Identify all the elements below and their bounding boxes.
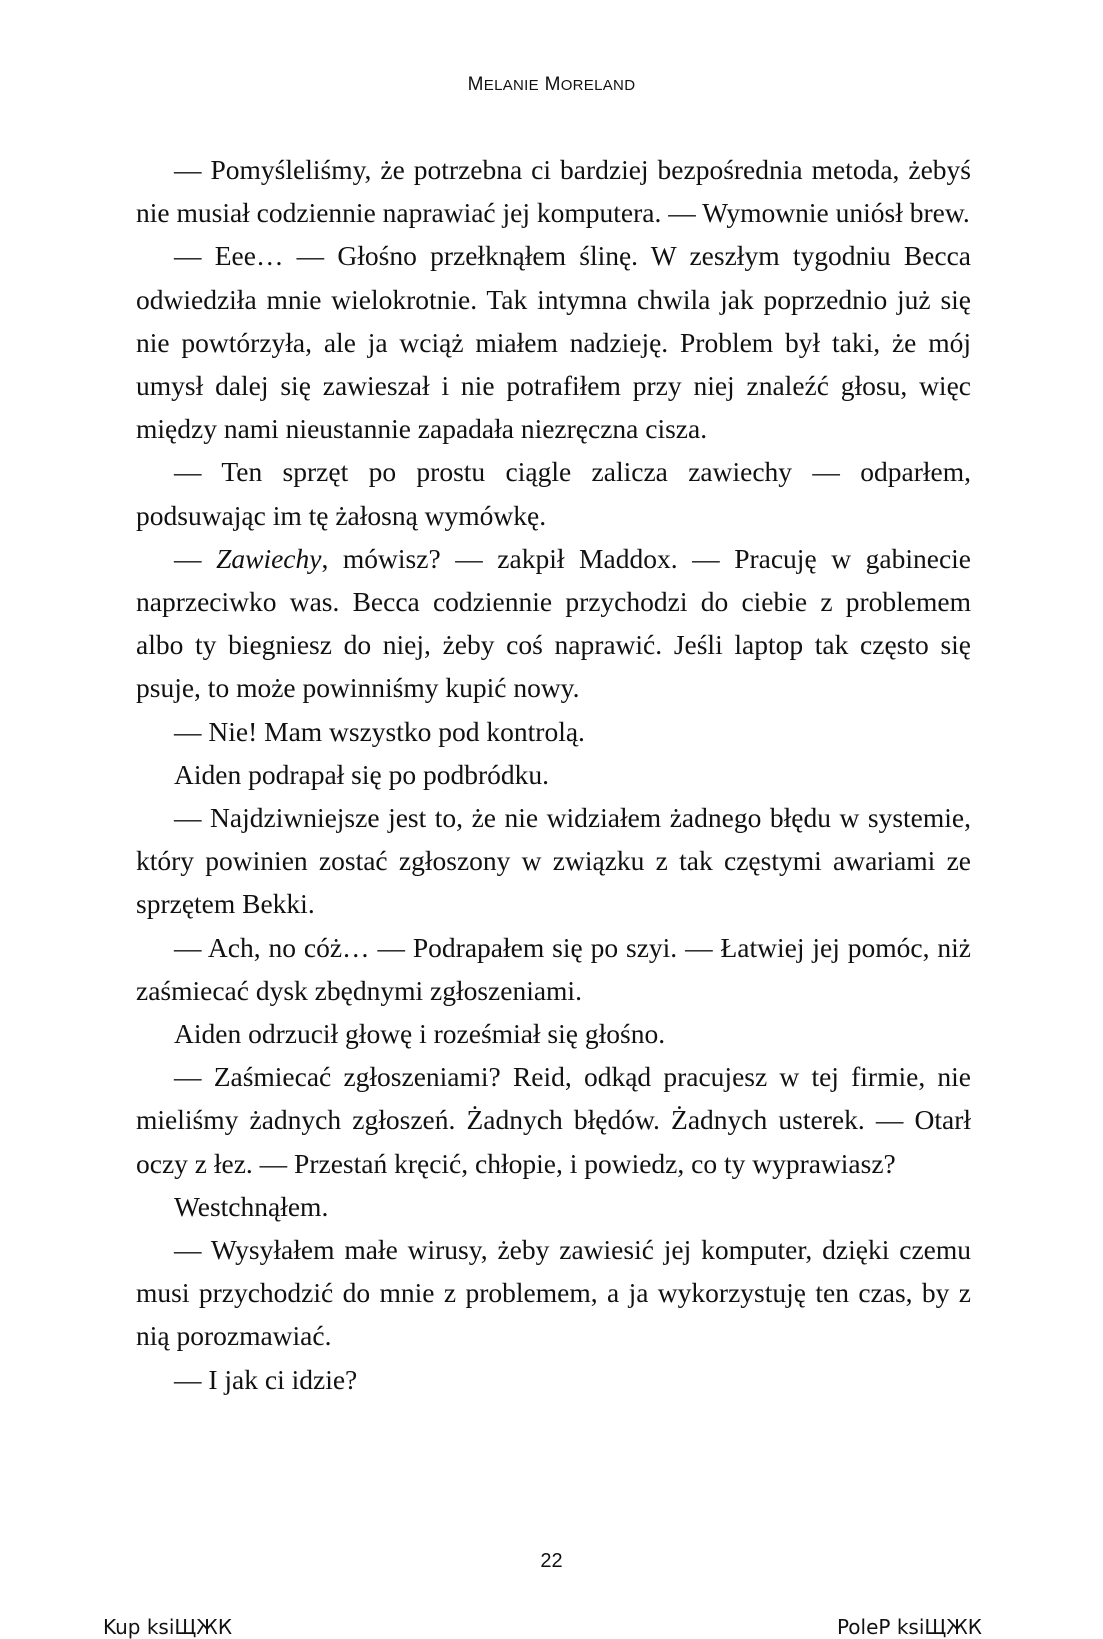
paragraph — [136, 1228, 971, 1358]
paragraph — [136, 926, 971, 1012]
author-first-initial: M — [467, 74, 484, 95]
body-text — [136, 148, 971, 1401]
paragraph-text: — Nie! Mam wszystko pod kontrolą. — [174, 715, 585, 747]
paragraph-text: — Najdziwniejsze jest to, że nie widziałem żadnego błędu w systemie, który powinien zostać zgłoszony w związku z tak częstymi awariami ze sprzętem Bekki. — [136, 802, 971, 920]
paragraph — [136, 1012, 971, 1055]
buy-book-link[interactable]: Kup ksiЩЖК — [103, 1615, 233, 1639]
paragraph-text: Aiden odrzucił głowę i roześmiał się głośno. — [174, 1018, 666, 1050]
paragraph — [136, 1185, 971, 1228]
paragraph-text: — Pomyśleliśmy, że potrzebna ci bardziej bezpośrednia metoda, żebyś nie musiał codziennie naprawiać jej komputera. — Wymownie uniósł brew. — [136, 154, 971, 229]
paragraph — [136, 148, 971, 234]
paragraph — [136, 796, 971, 926]
paragraph — [136, 1055, 971, 1185]
author-last-rest: ORELAND — [560, 77, 636, 94]
paragraph — [136, 1358, 971, 1401]
paragraph — [136, 450, 971, 536]
paragraph-text: , mówisz? — zakpił Maddox. — Pracuję w gabinecie naprzeciwko was. Becca codziennie przychodzi do ciebie z problemem albo ty biegniesz do niej, żeby coś naprawić. Jeśli laptop tak często się psuje, to może powinniśmy kupić nowy. — [136, 542, 971, 704]
paragraph — [136, 710, 971, 753]
paragraph-text: — Ten sprzęt po prostu ciągle zalicza zawiechy — odparłem, podsuwając im tę żałosną wymówkę. — [136, 456, 971, 531]
author-first-rest: ELANIE — [483, 77, 539, 94]
recommend-book-link[interactable]: PoleР ksiЩЖК — [836, 1615, 982, 1639]
paragraph-text: — Wysyłałem małe wirusy, żeby zawiesić jej komputer, dzięki czemu musi przychodzić do mnie z problemem, a ja wykorzystuję ten czas, by z nią porozmawiać. — [136, 1234, 971, 1352]
page-number: 22 — [540, 1550, 563, 1572]
paragraph — [136, 537, 971, 710]
paragraph-text: — I jak ci idzie? — [174, 1363, 358, 1395]
paragraph-text: — Zaśmiecać zgłoszeniami? Reid, odkąd pracujesz w tej firmie, nie mieliśmy żadnych zgłoszeń. Żadnych błędów. Żadnych usterek. — Otarł oczy z łez. — Przestań kręcić, chłopie, i powiedz, co ty wyprawiasz? — [136, 1061, 971, 1179]
paragraph-text: — — [174, 542, 217, 574]
paragraph-text: Westchnąłem. — [174, 1190, 329, 1222]
paragraph-text: — Eee… — Głośno przełknąłem ślinę. W zeszłym tygodniu Becca odwiedziła mnie wielokrotnie. Tak intymna chwila jak poprzednio już się nie powtórzyła, ale ja wciąż miałem nadzieję. Problem był taki, że mój umysł dalej się zawieszał i nie potrafiłem przy niej znaleźć głosu, więc między nami nieustannie zapadała niezręczna cisza. — [136, 240, 971, 445]
paragraph — [136, 234, 971, 450]
paragraph-text: — Ach, no cóż… — Podrapałem się po szyi. — Łatwiej jej pomóc, niż zaśmiecać dysk zbędnymi zgłoszeniami. — [136, 931, 971, 1006]
paragraph-text: Aiden podrapał się po podbródku. — [174, 758, 549, 790]
author-last-initial: M — [544, 74, 561, 95]
paragraph — [136, 753, 971, 796]
running-header — [0, 74, 1103, 96]
emphasis-text: Zawiechy — [216, 542, 322, 574]
